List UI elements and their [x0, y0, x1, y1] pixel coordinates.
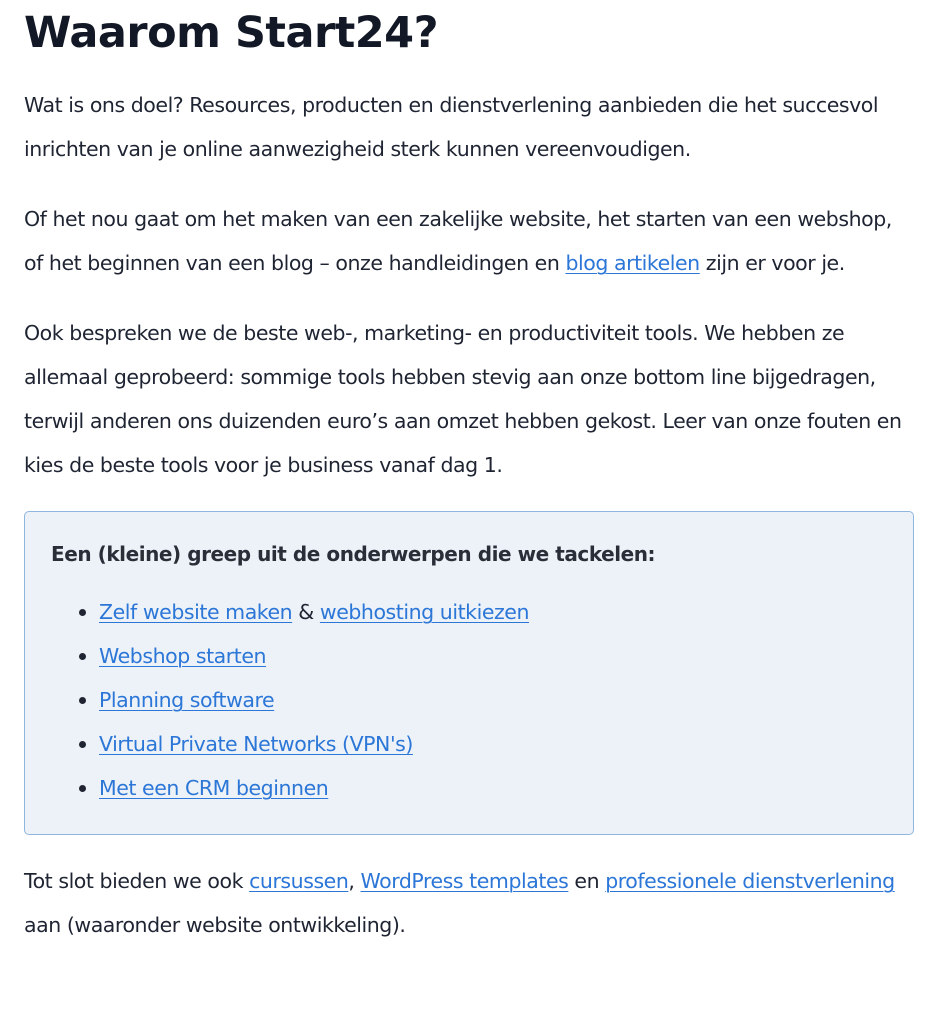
list-item [99, 634, 887, 678]
closing-paragraph [24, 859, 910, 947]
webhosting-link[interactable]: webhosting uitkiezen [319, 600, 530, 624]
list-item [99, 766, 887, 810]
guides-paragraph-text-before: Of het nou gaat om het maken van een zakelijke website, het starten van een webshop, of het beginnen van een blog – onze handleidingen en [24, 207, 892, 275]
topics-box-title: Een (kleine) greep uit de onderwerpen die we tackelen: [51, 542, 656, 566]
list-item [99, 678, 887, 722]
closing-separator-2: en [568, 869, 606, 893]
closing-text-before: Tot slot bieden we ook [24, 869, 250, 893]
closing-text-after: aan (waaronder website ontwikkeling). [24, 913, 406, 937]
intro-paragraph [24, 83, 910, 171]
cursussen-link[interactable]: cursussen [249, 869, 349, 893]
guides-paragraph-text-after: zijn er voor je. [699, 251, 845, 275]
bullet-icon [79, 609, 86, 616]
webshop-starten-link[interactable]: Webshop starten [99, 644, 267, 668]
planning-software-link[interactable]: Planning software [99, 688, 275, 712]
guides-paragraph [24, 197, 910, 285]
intro-paragraph-text: Wat is ons doel? Resources, producten en dienstverlening aanbieden die het succesvol inrichten van je online aanwezigheid sterk kunnen vereenvoudigen. [24, 93, 879, 161]
tools-paragraph [24, 311, 910, 487]
blog-articles-link[interactable]: blog artikelen [565, 251, 700, 275]
list-item-joiner: & [292, 600, 320, 624]
vpn-link[interactable]: Virtual Private Networks (VPN's) [99, 732, 413, 756]
tools-paragraph-text: Ook bespreken we de beste web-, marketing- en productiviteit tools. We hebben ze allemaal geprobeerd: sommige tools hebben stevig aan onze bottom line bijgedragen, terwijl anderen ons duizenden euro’s aan omzet hebben gekost. Leer van onze fouten en kies de beste tools voor je business vanaf dag 1. [24, 321, 902, 477]
professionele-dienstverlening-link[interactable]: professionele dienstverlening [605, 869, 895, 893]
bullet-icon [79, 653, 86, 660]
bullet-icon [79, 697, 86, 704]
bullet-icon [79, 785, 86, 792]
website-maken-link[interactable]: Zelf website maken [99, 600, 293, 624]
wordpress-templates-link[interactable]: WordPress templates [360, 869, 569, 893]
topics-list [51, 590, 887, 810]
bullet-icon [79, 741, 86, 748]
list-item [99, 590, 887, 634]
list-item [99, 722, 887, 766]
crm-link[interactable]: Met een CRM beginnen [99, 776, 329, 800]
closing-separator-1: , [348, 869, 361, 893]
page-title: Waarom Start24? [24, 8, 439, 58]
topics-box [24, 511, 914, 835]
